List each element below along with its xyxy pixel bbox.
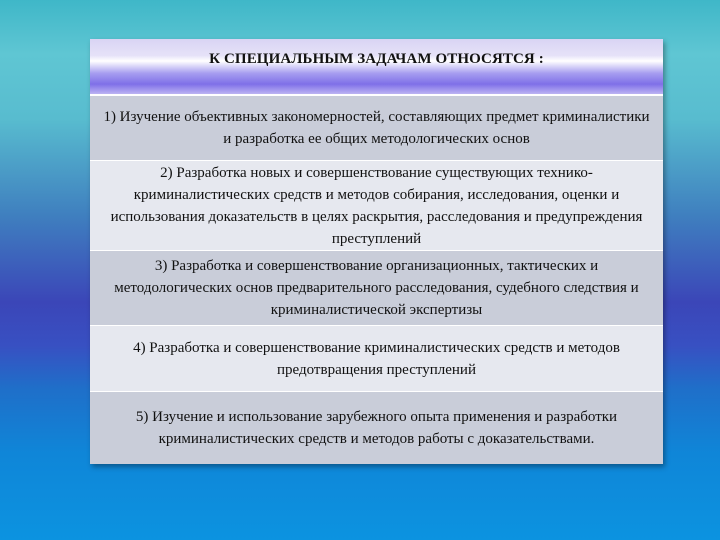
task-text-5: 5) Изучение и использование зарубежного опыта применения и разработки криминалистических средств и методов работы с доказательствами. [135,409,618,447]
table-row [90,250,663,325]
table-row [90,391,663,464]
table-row [90,160,663,250]
task-text-3: 3) Разработка и совершенствование организационных, тактических и методологических основ предварительного расследования, судебного следствия и криминалистической экспертизы [114,258,639,318]
slide-title: К СПЕЦИАЛЬНЫМ ЗАДАЧАМ ОТНОСЯТСЯ : [209,51,544,67]
table-row [90,325,663,391]
task-text-1: 1) Изучение объективных закономерностей, составляющих предмет криминалистики и разработка ее общих методологических основ [103,109,650,147]
table-header [90,39,663,95]
task-text-4: 4) Разработка и совершенствование криминалистических средств и методов предотвращения преступлений [133,339,620,378]
task-text-2: 2) Разработка новых и совершенствование существующих технико-криминалистических средств и методов собирания, исследования, оценки и использования доказательств в целях раскрытия, расследования и предупреждения преступлений [110,164,643,247]
tasks-table [90,39,663,464]
table-row [90,95,663,160]
